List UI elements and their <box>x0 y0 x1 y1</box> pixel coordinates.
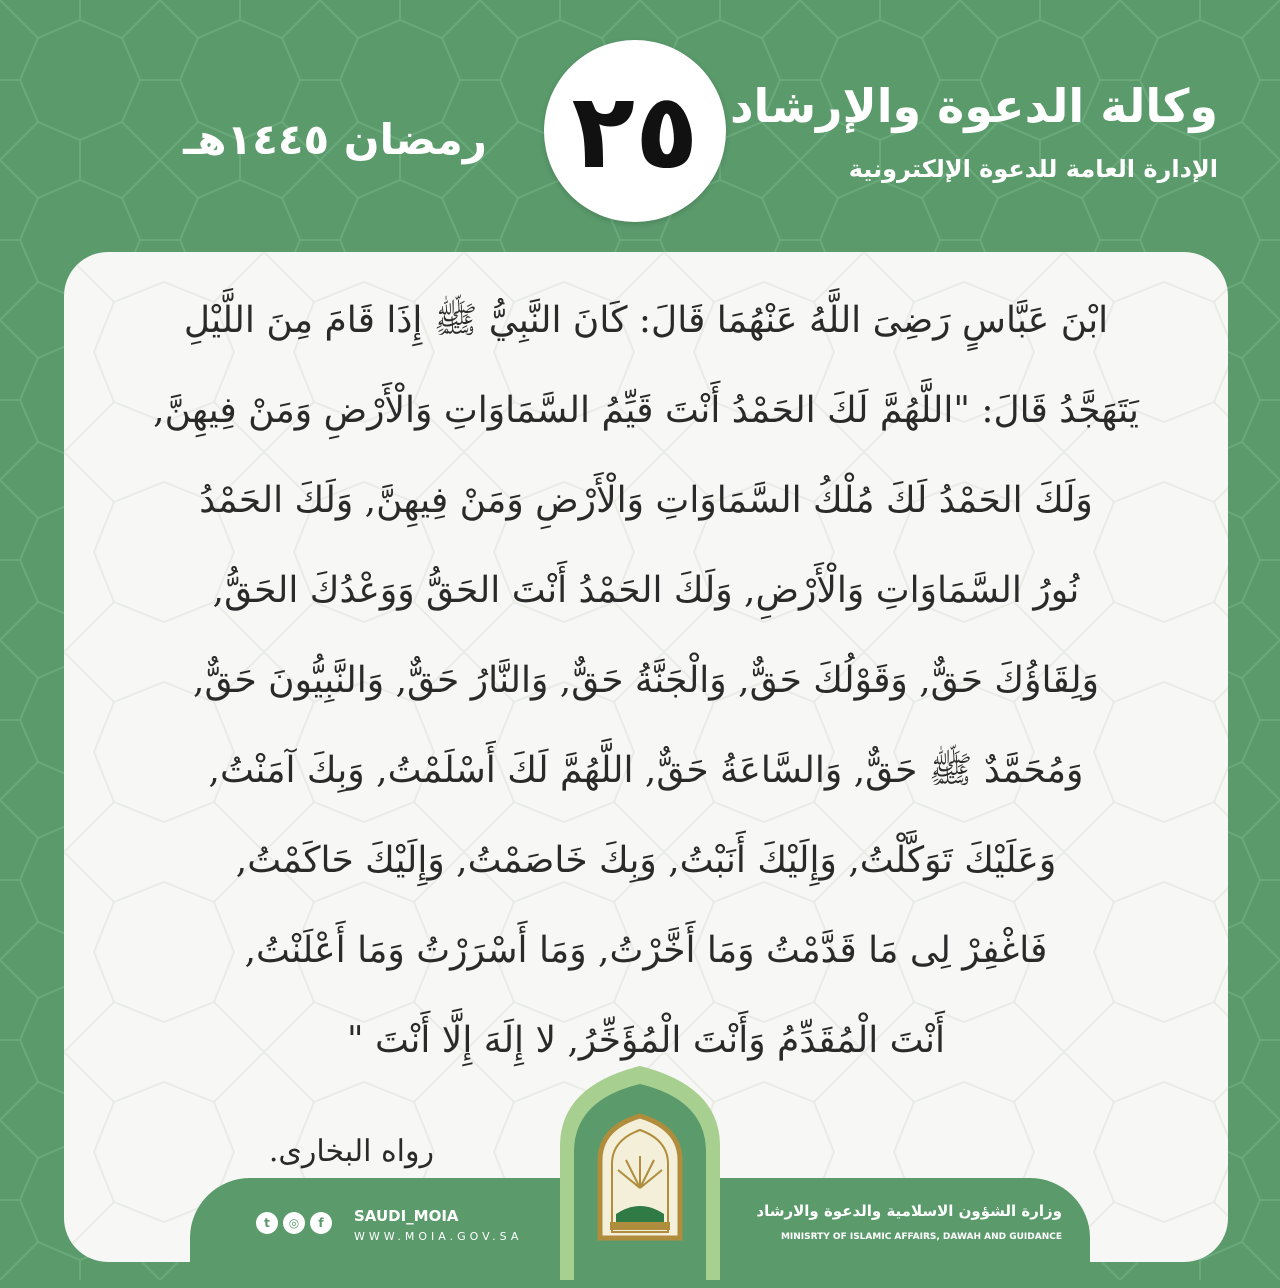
hadith-line: وَعَلَيْكَ تَوَكَّلْتُ, وَإِلَيْكَ أَنَبْتُ, وَبِكَ خَاصَمْتُ, وَإِلَيْكَ حَاكَمْتُ, <box>235 840 1057 881</box>
day-number: ٢٥ <box>571 70 699 192</box>
hadith-line: يَتَهَجَّدُ قَالَ: "اللَّهُمَّ لَكَ الحَمْدُ أَنْتَ قَيِّمُ السَّمَاوَاتِ وَالْأَرْضِ وَمَنْ فِيهِنَّ, <box>153 390 1139 431</box>
hadith-line: وَلَكَ الحَمْدُ لَكَ مُلْكُ السَّمَاوَاتِ وَالْأَرْضِ وَمَنْ فِيهِنَّ, وَلَكَ الحَمْدُ <box>199 480 1093 521</box>
hadith-line: أَنْتَ الْمُقَدِّمُ وَأَنْتَ الْمُؤَخِّرُ, لا إِلَهَ إِلَّا أَنْتَ " <box>346 1020 946 1061</box>
narration-source: رواه البخارى. <box>268 1134 434 1169</box>
month-year-label: رمضان ١٤٤٥هـ <box>183 115 487 164</box>
agency-subtitle: الإدارة العامة للدعوة الإلكترونية <box>848 155 1218 183</box>
facebook-icon[interactable]: f <box>310 1212 332 1234</box>
hadith-line: فَاغْفِرْ لِى مَا قَدَّمْتُ وَمَا أَخَّرْتُ, وَمَا أَسْرَرْتُ وَمَا أَعْلَنْتُ, <box>244 930 1048 971</box>
social-handle[interactable]: SAUDI_MOIA <box>354 1207 459 1225</box>
social-icons <box>256 1212 332 1236</box>
instagram-icon[interactable]: ◎ <box>283 1212 305 1234</box>
hadith-text <box>144 276 1148 1086</box>
ministry-name-arabic: وزارة الشؤون الاسلامية والدعوة والارشاد <box>756 1202 1062 1220</box>
hadith-line: ابْنَ عَبَّاسٍ رَضِىَ اللَّهُ عَنْهُمَا قَالَ: كَانَ النَّبِيُّ ﷺ إِذَا قَامَ مِنَ اللَّيْلِ <box>183 300 1109 341</box>
ministry-emblem <box>540 1066 740 1280</box>
twitter-icon[interactable]: t <box>256 1212 278 1234</box>
hadith-line: نُورُ السَّمَاوَاتِ وَالْأَرْضِ, وَلَكَ الحَمْدُ أَنْتَ الحَقُّ وَوَعْدُكَ الحَقُّ, <box>212 570 1080 611</box>
hadith-line: وَلِقَاؤُكَ حَقٌّ, وَقَوْلُكَ حَقٌّ, وَالْجَنَّةُ حَقٌّ, وَالنَّارُ حَقٌّ, وَالنَّبِيُّونَ حَقٌّ, <box>193 660 1099 701</box>
hadith-line: وَمُحَمَّدٌ ﷺ حَقٌّ, وَالسَّاعَةُ حَقٌّ, اللَّهُمَّ لَكَ أَسْلَمْتُ, وَبِكَ آمَنْتُ, <box>208 750 1084 791</box>
agency-title: وكالة الدعوة والإرشاد <box>729 79 1218 133</box>
day-badge <box>544 40 726 222</box>
ministry-name-english: MINISRTY OF ISLAMIC AFFAIRS, DAWAH AND GUIDANCE <box>780 1232 1062 1242</box>
website-link[interactable]: WWW.MOIA.GOV.SA <box>354 1230 523 1243</box>
